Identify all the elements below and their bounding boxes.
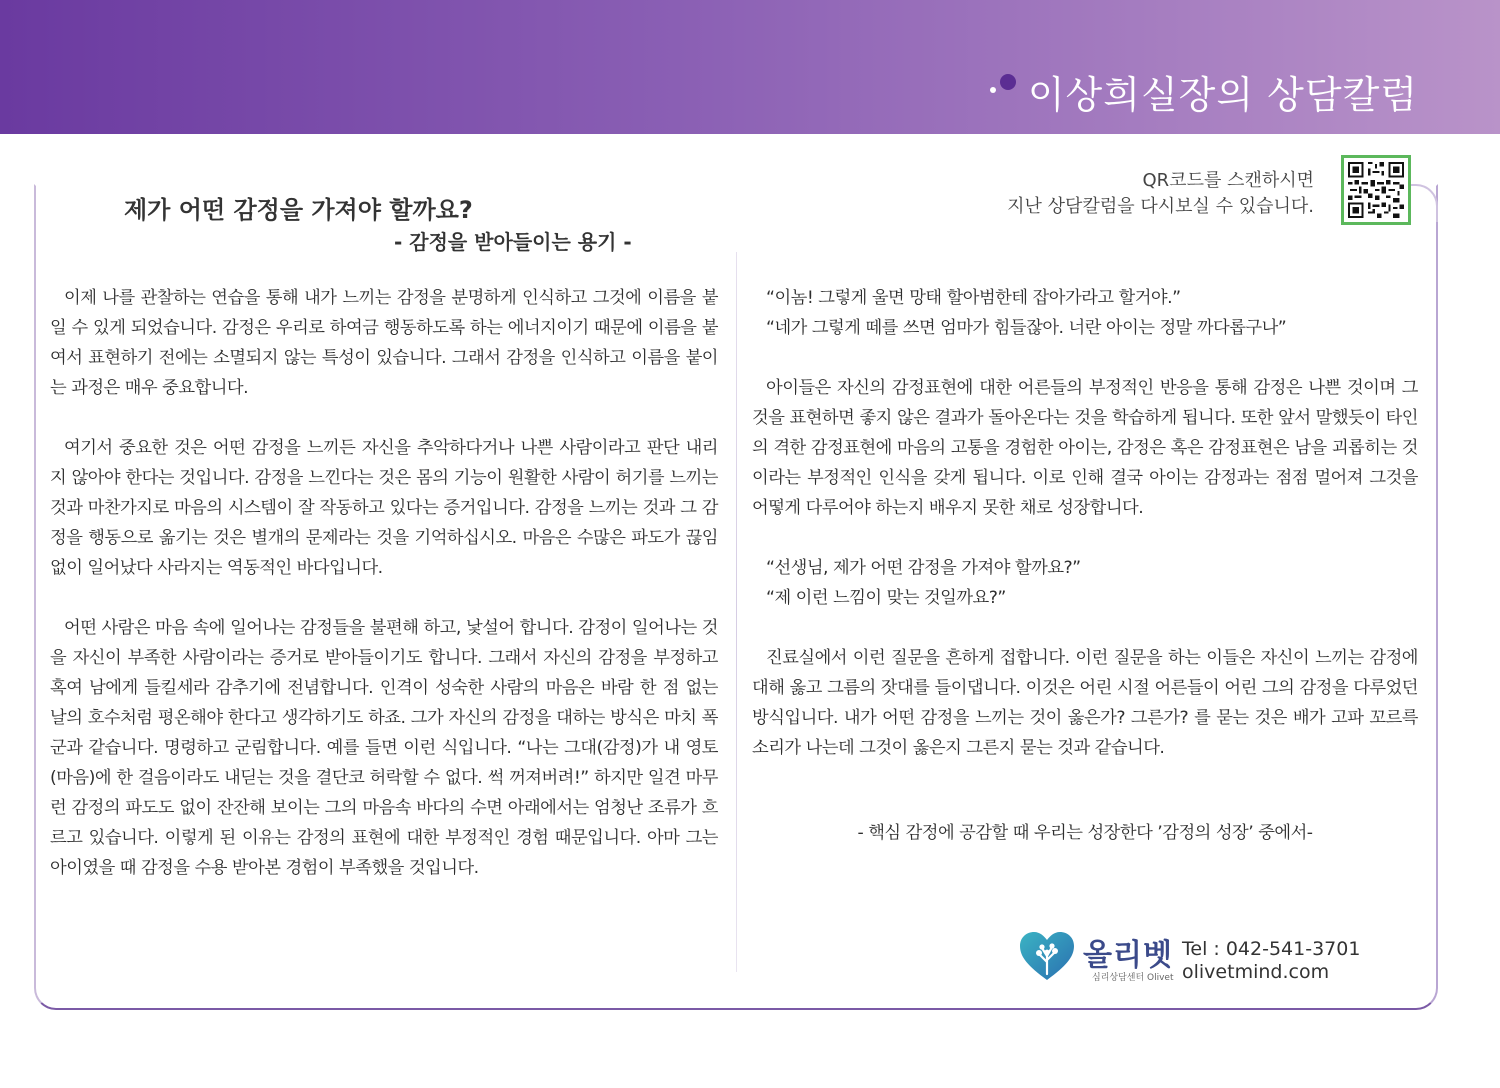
header-title-text: 이상희실장의 상담칼럼 bbox=[1027, 73, 1418, 117]
right-paragraph-1: 아이들은 자신의 감정표현에 대한 어른들의 부정적인 반응을 통해 감정은 나쁜 것이며 그것을 표현하면 좋지 않은 결과가 돌아온다는 것을 학습하게 됩니다. 또한 앞서 말했듯이 타인의 격한 감정표현에 마음의 고통을 경험한 아이는, 감정은 혹은 감정표현은 남을 괴롭히는 것이라는 부정적인 인식을 갖게 됩니다. 이로 인해 결국 아이는 감정과는 점점 멀어져 그것을 어떻게 다루어야 하는지 배우지 못한 채로 성장합니다. bbox=[752, 378, 1418, 518]
source-citation: - 핵심 감정에 공감할 때 우리는 성장한다 ’감정의 성장’ 중에서- bbox=[857, 823, 1313, 843]
column-series-title bbox=[988, 64, 1418, 119]
article-subtitle: - 감정을 받아들이는 용기 - bbox=[394, 230, 632, 254]
quote-3: “선생님, 제가 어떤 감정을 가져야 할까요?” bbox=[766, 558, 1081, 578]
qr-caption-line2: 지난 상담칼럼을 다시보실 수 있습니다. bbox=[1007, 196, 1314, 217]
quote-4: “제 이런 느낌이 맞는 것일까요?” bbox=[766, 588, 1006, 608]
qr-caption bbox=[894, 168, 1314, 220]
qr-code-icon[interactable] bbox=[1341, 155, 1411, 225]
left-column bbox=[50, 283, 718, 913]
right-column bbox=[752, 283, 1418, 793]
left-paragraph-3: 어떤 사람은 마음 속에 일어나는 감정들을 불편해 하고, 낯설어 합니다. 감정이 일어나는 것을 자신이 부족한 사람이라는 증거로 받아들이기도 합니다. 그래서 자신의 감정을 부정하고 혹여 남에게 들킬세라 감추기에 전념합니다. 인격이 성숙한 사람의 마음은 바람 한 점 없는 날의 호수처럼 평온해야 한다고 생각하기도 하죠. 그가 자신의 감정을 대하는 방식은 마치 폭군과 같습니다. 명령하고 군림합니다. 예를 들면 이런 식입니다. “나는 그대(감정)가 내 영토(마음)에 한 걸음이라도 내딛는 것을 결단코 허락할 수 없다. 썩 꺼져버려!” 하지만 일견 마무런 감정의 파도도 없이 잔잔해 보이는 그의 마음속 바다의 수면 아래에서는 엄청난 조류가 흐르고 있습니다. 이렇게 된 이유는 감정의 표현에 대한 부정적인 경험 때문입니다. 아마 그는 아이였을 때 감정을 수용 받아본 경험이 부족했을 것입니다. bbox=[50, 618, 718, 878]
column-divider bbox=[736, 252, 737, 972]
quote-2: “네가 그렇게 떼를 쓰면 엄마가 힘들잖아. 너란 아이는 정말 까다롭구나” bbox=[766, 318, 1287, 338]
website-link[interactable]: olivetmind.com bbox=[1182, 961, 1330, 983]
qr-caption-line1: QR코드를 스캔하시면 bbox=[1142, 170, 1314, 191]
logo-name: 올리벳 bbox=[1083, 938, 1173, 973]
left-paragraph-2: 여기서 중요한 것은 어떤 감정을 느끼든 자신을 추악하다거나 나쁜 사람이라고 판단 내리지 않아야 한다는 것입니다. 감정을 느낀다는 것은 몸의 기능이 원활한 사람이 허기를 느끼는 것과 마찬가지로 마음의 시스템이 잘 작동하고 있다는 증거입니다. 감정을 느끼는 것과 그 감정을 행동으로 옮기는 것은 별개의 문제라는 것을 기억하십시오. 마음은 수많은 파도가 끊임없이 일어났다 사라지는 역동적인 바다입니다. bbox=[50, 438, 718, 578]
contact-info bbox=[1182, 938, 1360, 984]
heart-tree-logo-icon bbox=[1018, 930, 1076, 982]
quote-1: “이놈! 그렇게 울면 망태 할아범한테 잡아가라고 할거야.” bbox=[766, 288, 1181, 308]
logo-subtitle: 심리상담센터 Olivet bbox=[1092, 973, 1174, 983]
phone-number: Tel : 042-541-3701 bbox=[1182, 938, 1361, 960]
header-banner bbox=[0, 0, 1500, 134]
right-paragraph-2: 진료실에서 이런 질문을 흔하게 접합니다. 이런 질문을 하는 이들은 자신이 느끼는 감정에 대해 옳고 그름의 잣대를 들이댑니다. 이것은 어린 시절 어른들이 어린 그의 감정을 다루었던 방식입니다. 내가 어떤 감정을 느끼는 것이 옳은가? 그른가? 를 묻는 것은 배가 고파 꼬르륵 소리가 나는데 그것이 옳은지 그른지 묻는 것과 같습니다. bbox=[752, 648, 1418, 758]
left-paragraph-1: 이제 나를 관찰하는 연습을 통해 내가 느끼는 감정을 분명하게 인식하고 그것에 이름을 붙일 수 있게 되었습니다. 감정은 우리로 하여금 행동하도록 하는 에너지이기 때문에 이름을 붙여서 표현하기 전에는 소멸되지 않는 특성이 있습니다. 그래서 감정을 인식하고 이름을 붙이는 과정은 매우 중요합니다. bbox=[50, 288, 718, 398]
article-title: 제가 어떤 감정을 가져야 할까요? bbox=[124, 196, 473, 224]
bullet-dot-icon bbox=[988, 72, 1022, 112]
